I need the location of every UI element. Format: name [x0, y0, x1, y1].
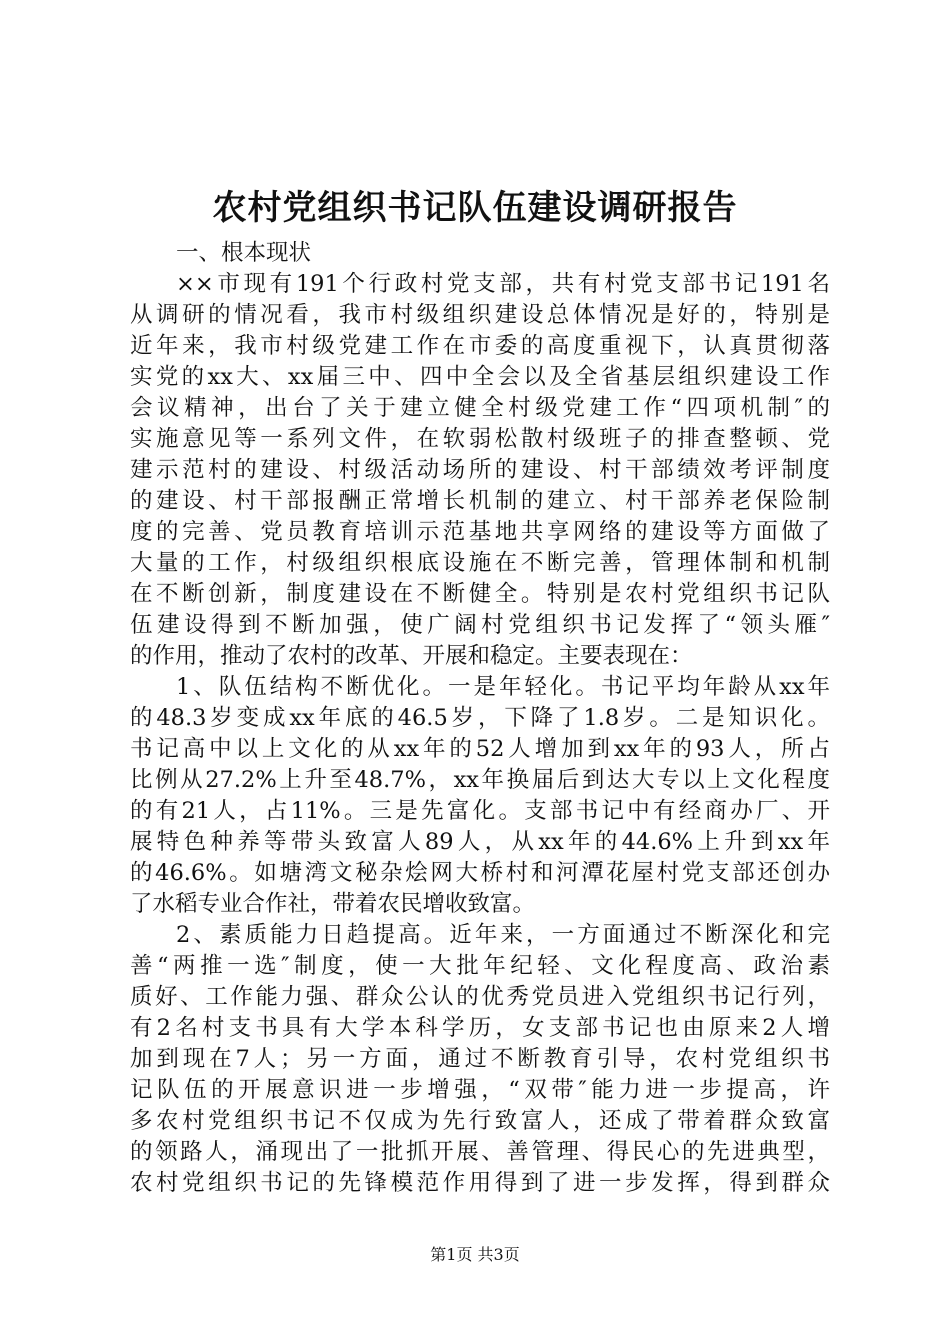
- text-line: 建示范村的建设、村级活动场所的建设、村干部绩效考评制度: [130, 457, 830, 483]
- text-line: 的48.3岁变成xx年底的46.5岁，下降了1.8岁。二是知识化。: [130, 705, 830, 731]
- text-line: 伍建设得到不断加强，使广阔村党组织书记发挥了“领头雁″: [130, 612, 830, 638]
- text-line: 质好、工作能力强、群众公认的优秀党员进入党组织书记行列，: [130, 984, 830, 1010]
- text-line: 比例从27.2%上升至48.7%，xx年换届后到达大专以上文化程度: [130, 767, 830, 793]
- text-line: 1、队伍结构不断优化。一是年轻化。书记平均年龄从xx年: [176, 674, 830, 700]
- text-line: 的作用，推动了农村的改革、开展和稳定。主要表现在：: [130, 643, 693, 669]
- text-line: 书记高中以上文化的从xx年的52人增加到xx年的93人，所占: [130, 736, 830, 762]
- text-line: 的领路人，涌现出了一批抓开展、善管理、得民心的先进典型，: [130, 1139, 830, 1165]
- text-line: 农村党组织书记的先锋模范作用得到了进一步发挥，得到群众: [130, 1170, 830, 1196]
- document-body: [130, 238, 830, 1199]
- text-line: 善“两推一选″制度，使一大批年纪轻、文化程度高、政治素: [130, 953, 830, 979]
- text-line: 的46.6%。如塘湾文秘杂烩网大桥村和河潭花屋村党支部还创办: [130, 860, 830, 886]
- text-line: 实党的xx大、xx届三中、四中全会以及全省基层组织建设工作: [130, 364, 830, 390]
- text-line: 展特色种养等带头致富人89人，从xx年的44.6%上升到xx年: [130, 829, 830, 855]
- text-line: 有2名村支书具有大学本科学历，女支部书记也由原来2人增: [130, 1015, 830, 1041]
- text-line: 的建设、村干部报酬正常增长机制的建立、村干部养老保险制: [130, 488, 830, 514]
- text-line: 一、根本现状: [176, 240, 312, 266]
- text-line: 多农村党组织书记不仅成为先行致富人，还成了带着群众致富: [130, 1108, 830, 1134]
- text-line: 近年来，我市村级党建工作在市委的高度重视下，认真贯彻落: [130, 333, 830, 359]
- page-footer: 第1页 共3页: [430, 1245, 520, 1264]
- text-line: 的有21人，占11%。三是先富化。支部书记中有经商办厂、开: [130, 798, 830, 824]
- text-line: ××市现有191个行政村党支部，共有村党支部书记191名: [176, 271, 830, 297]
- text-line: 记队伍的开展意识进一步增强，“双带″能力进一步提高，许: [130, 1077, 830, 1103]
- document-title: 农村党组织书记队伍建设调研报告: [212, 188, 738, 228]
- text-line: 加到现在7人；另一方面，通过不断教育引导，农村党组织书: [130, 1046, 830, 1072]
- text-line: 实施意见等一系列文件，在软弱松散村级班子的排查整顿、党: [130, 426, 830, 452]
- text-line: 在不断创新，制度建设在不断健全。特别是农村党组织书记队: [130, 581, 830, 607]
- text-line: 2、素质能力日趋提高。近年来，一方面通过不断深化和完: [176, 922, 830, 948]
- text-line: 度的完善、党员教育培训示范基地共享网络的建设等方面做了: [130, 519, 830, 545]
- text-line: 了水稻专业合作社，带着农民增收致富。: [130, 891, 536, 917]
- text-line: 从调研的情况看，我市村级组织建设总体情况是好的，特别是: [130, 302, 830, 328]
- text-line: 会议精神，出台了关于建立健全村级党建工作“四项机制″的: [130, 395, 830, 421]
- text-line: 大量的工作，村级组织根底设施在不断完善，管理体制和机制: [130, 550, 830, 576]
